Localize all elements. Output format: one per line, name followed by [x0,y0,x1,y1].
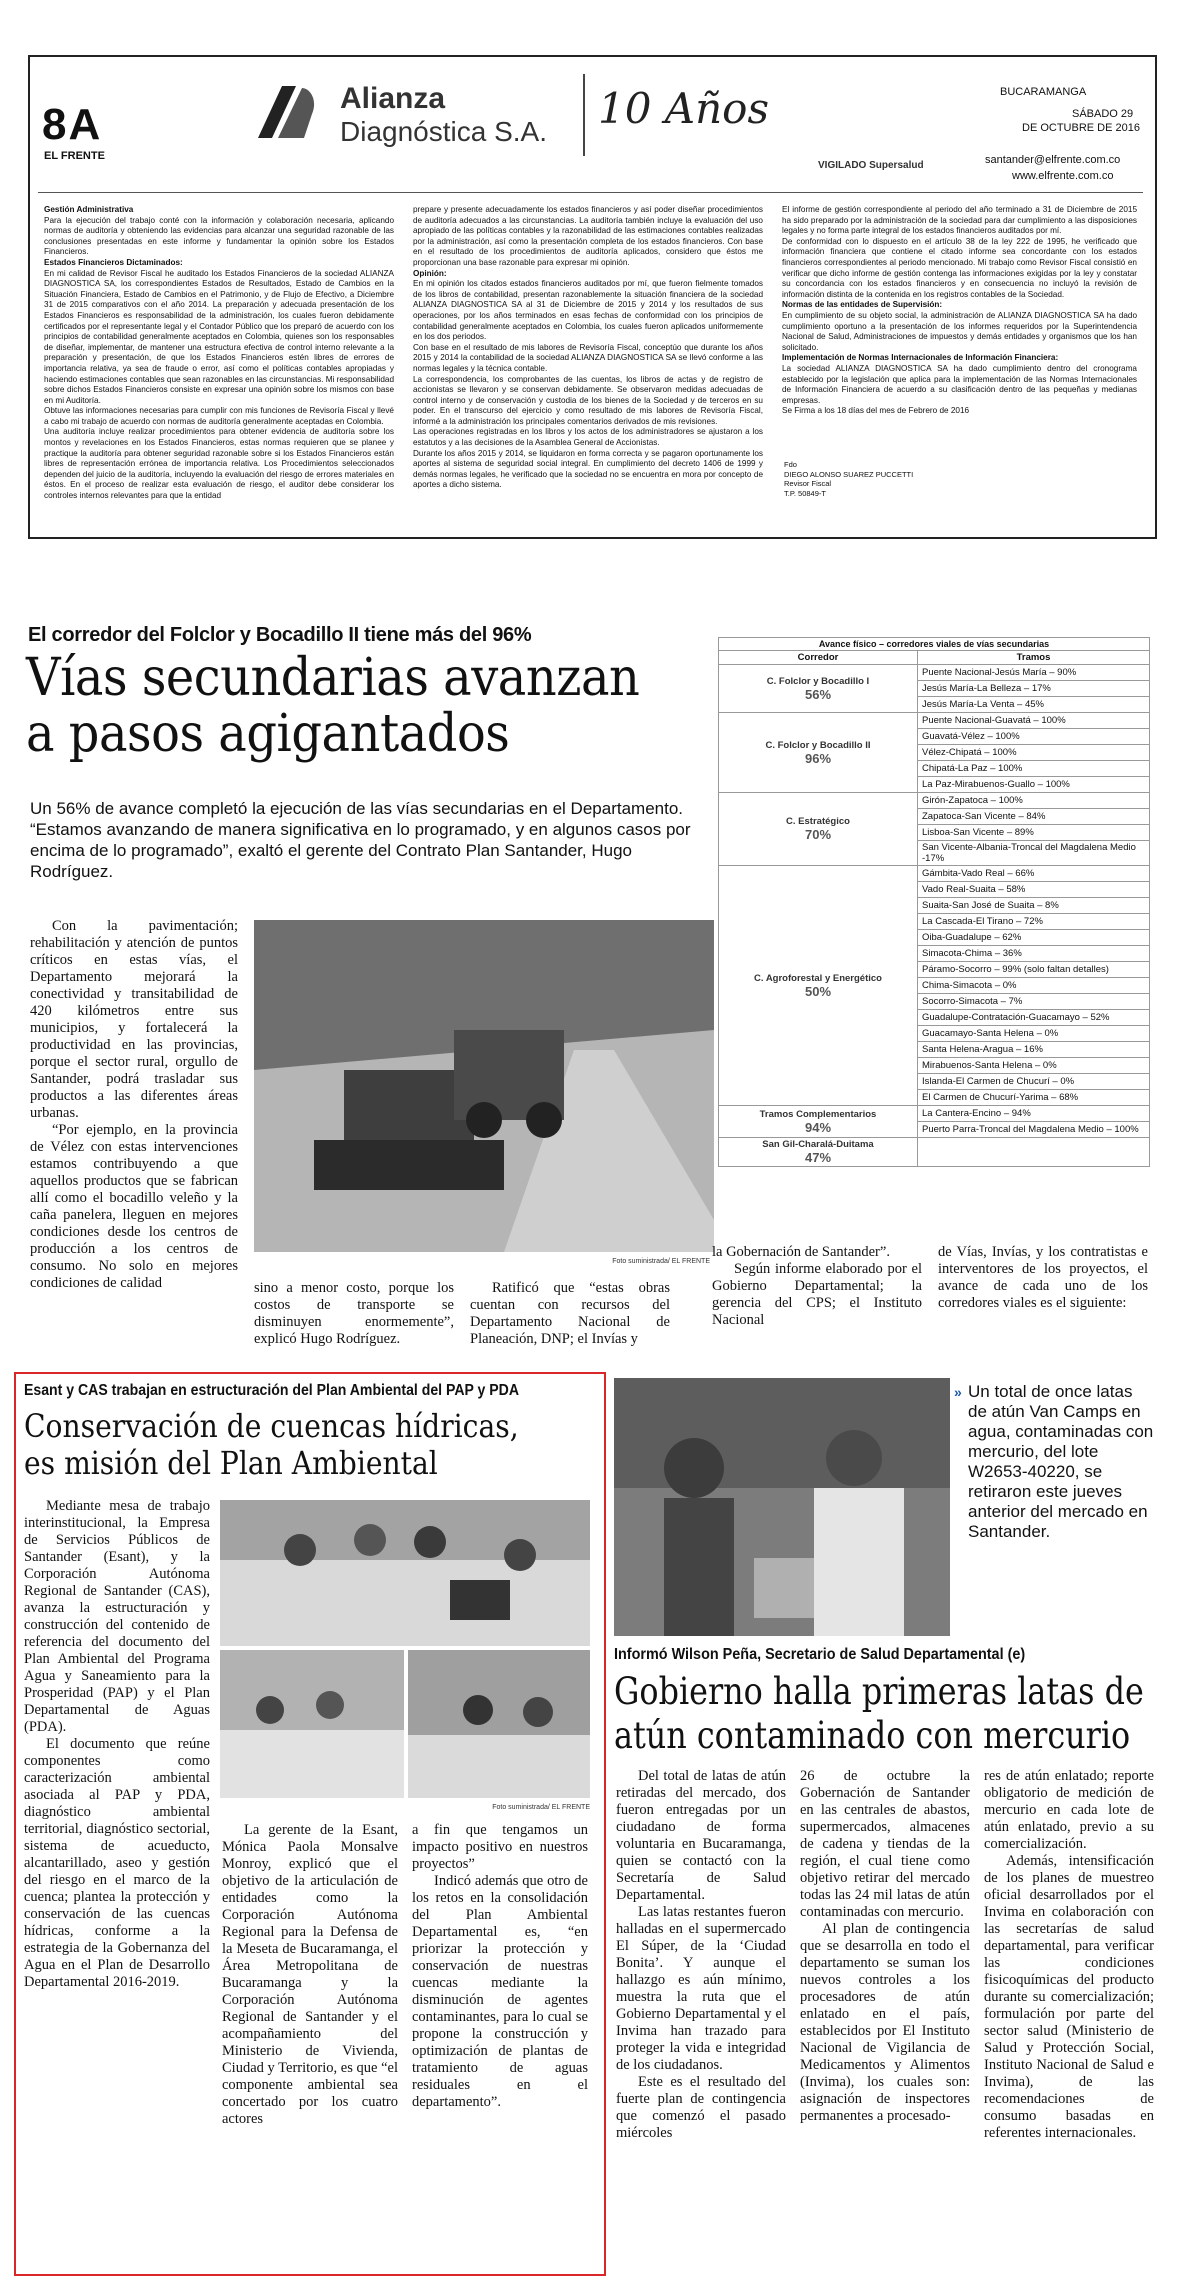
website: www.elfrente.com.co [1012,170,1114,182]
article-paragraph: “Por ejemplo, en la provincia de Vélez con estas intervenciones estamos contribuyendo a que aquellos productos que se fabrican allí como el bocadillo veleño y la caña panelera, lleguen en mejores condiciones desde los centros de producción a los centros de consumo. No solo en mejores condiciones de calidad [30,1122,238,1291]
table-row [719,1106,1150,1122]
signature-name: DIEGO ALONSO SUAREZ PUCCETTI [784,469,914,479]
article3-col3 [984,1768,1154,2142]
article2-col1 [24,1498,210,1991]
segment-cell: Páramo-Socorro – 99% (solo faltan detalles) [918,962,1150,978]
segment-cell: Simacota-Chima – 36% [918,946,1150,962]
article-paragraph: Este es el resultado del fuerte plan de contingencia que comenzó el pasado miércoles [616,2074,786,2141]
segment-cell: Guacamayo-Santa Helena – 0% [918,1026,1150,1042]
segment-cell: Islanda-El Carmen de Chucurí – 0% [918,1074,1150,1090]
headline-line: Conservación de cuencas hídricas, [24,1407,519,1445]
ad-paragraph: En cumplimiento de su objeto social, la administración de ALIANZA DIAGNOSTICA SA ha dado cumplimiento oportuno a la presentación de los informes requeridos por la Superintendencia Nacional de Salud, Administraciones de impuestos y demás entidades y organismos que los han solicitado. [782,310,1137,352]
ad-heading: Implementación de Normas Internacionales de Información Financiera: [782,353,1059,363]
corridor-cell [719,665,918,713]
date-line1: SÁBADO 29 [1072,108,1134,120]
ad-text-col1 [44,205,394,502]
headline-line: Gobierno halla primeras latas de [614,1670,1144,1713]
meeting-photo-right [408,1650,590,1798]
ad-heading: Normas de las entidades de Supervisión: [782,300,943,310]
ad-paragraph: En mi calidad de Revisor Fiscal he auditado los Estados Financieros de la sociedad ALIANZA DIAGNOSTICA SA, los correspondientes Estados de Resultados, Estado de Cambios en la Situación Financiera, Estado de Cambios en el Patrimonio, y de Flujo de Efectivo, a Diciembre 31 de 2015 comparativos con el año 2014. La preparación y adecuada presentación de los Estados Financieros es responsabilidad de la administración, los cuales fueron debidamente certificados por el representante legal y el Contador Público que los preparó de acuerdo con los principios de contabilidad generalmente aceptados en Colombia, quienes son los responsables de diseñar, implementar, de mantener una estructura efectiva de control interno relevante a la preparación y presentación, de que los Estados Financieros estén libres de errores de importancia relativa, ya sea de fraude o error, así como el políticas contables apropiadas y haciendo estimaciones contables que sean razonables en las circunstancias. Mi responsabilidad sobre dichos Estados Financieros consiste en expresar una opinión sobre los mismos con base en mi Auditoría. [44,268,394,405]
segment-cell: Chima-Simacota – 0% [918,978,1150,994]
ad-paragraph: prepare y presente adecuadamente los estados financieros y así poder diseñar procedimientos de auditoría adecuados a las circunstancias. La auditoría también incluye la evaluación del uso apropiado de las políticas contables y la razonabilidad de las estimaciones contables realizadas por la administración, así como la presentación completa de los estados financieros. Con base en el resultado de los procedimientos de auditoría aplicados, considero que éstos me proporcionan una base razonable para expresar mi opinión. [413,205,763,267]
segment-cell: La Cantera-Encino – 94% [918,1106,1150,1122]
email: santander@elfrente.com.co [985,154,1121,166]
ad-heading: Gestión Administrativa [44,205,134,214]
article-paragraph: Las latas restantes fueron halladas en el supermercado El Súper, de la ‘Ciudad Bonita’. Y aunque el hallazgo es aún mínimo, muestra la ruta que el Gobierno Departamental y el Invima han trazado para proteger la vida e integridad de los ciudadanos. [616,1904,786,2073]
corridor-cell [719,713,918,793]
meeting-photo-left [220,1650,404,1798]
segment-cell: San Vicente-Albania-Troncal del Magdalena Medio -17% [918,841,1150,866]
ad-divider [583,74,585,156]
ad-paragraph: De conformidad con lo dispuesto en el artículo 38 de la ley 222 de 1995, he verificado que información financiera que contiene el citado informe sea concordante con los estados financieros correspondientes al periodo mencionado. Mi trabajo como Revisor Fiscal consistió en verificar que dicho informe de gestión contenga las informaciones exigidas por la ley y constatar su concordancia con los estados financieros y en consecuencia no incluyó la revisión de información distinta de la contenida en los registros contables de la Sociedad. [782,236,1137,299]
signature-tp: T.P. 50849-T [784,488,826,498]
segment-cell: Jesús María-La Venta – 45% [918,697,1150,713]
meeting-photo-top [220,1500,590,1646]
table-row [719,793,1150,809]
signature-block [784,460,913,498]
ad-paragraph: Para la ejecución del trabajo conté con la información y colaboración necesaria, aplicando normas de auditoría y obteniendo las evidencias para alcanzar una seguridad razonable de las conclusiones presentadas en este informe y fundamentar la opinión sobre los Estados Financieros. [44,215,394,257]
table-header-tramos: Tramos [918,651,1150,665]
corridor-cell [719,1106,918,1138]
ad-paragraph: Las operaciones registradas en los libros y los actos de los administradores se ajustaron a los estatutos y a las decisiones de la Asamblea General de Accionistas. [413,427,763,448]
ad-brand-line1: Alianza [340,82,446,115]
table-row [719,866,1150,882]
table-row [719,1138,1150,1167]
article1-col4 [712,1244,922,1329]
segment-cell: Vado Real-Suaita – 58% [918,882,1150,898]
tuna-caption-icon: » [954,1384,962,1400]
segment-cell: Puente Nacional-Jesús María – 90% [918,665,1150,681]
signature-role: Revisor Fiscal [784,479,832,488]
ad-paragraph: En mi opinión los citados estados financieros auditados por mí, que fueron fielmente tomados de los libros de contabilidad, presentan razonablemente la situación financiera de la sociedad ALIANZA DIAGNOSTICA SA al 31 de Diciembre de 2015 y 2014 y los resultados de sus operaciones, por los años terminados en esas fechas de conformidad con los principios de contabilidad generalmente aceptados en Colombia, los cuales fueron aplicados uniformemente en los dos periodos. [413,279,763,342]
ad-paragraph: Una auditoría incluye realizar procedimientos para obtener evidencia de auditoría sobre los montos y revelaciones en los Estados Financieros, estas normas requieren que se planee y practique la auditoría para obtener seguridad razonable sobre si los Estados Financieros están libres de representación errónea de importancia relativa. Los Procedimientos seleccionados dependen del juicio de la auditoría, incluyendo la evaluación del riesgo de errores materiales en éstos. En el proceso de realizar esta evaluación de riesgo, el auditor debe considerar los controles internos relevantes para que la entidad [44,427,394,501]
anniversary-badge: 10 Años [598,84,770,133]
table-row [719,713,1150,729]
city: BUCARAMANGA [1000,86,1087,98]
segment-cell: Guadalupe-Contratación-Guacamayo – 52% [918,1010,1150,1026]
date-line2: DE OCTUBRE DE 2016 [1022,122,1140,134]
ad-paragraph: Durante los años 2015 y 2014, se liquidaron en forma correcta y se pagaron oportunamente los aportes al sistema de seguridad social integral. En cumplimiento del decreto 1406 de 1999 y demás normas legales, he verificado que la sociedad no se encuentra en mora por concepto de aportes a dicho sistema. [413,448,763,490]
ad-heading: Estados Financieros Dictaminados: [44,257,183,267]
segment-cell: Santa Helena-Aragua – 16% [918,1042,1150,1058]
article1-lead: Un 56% de avance completó la ejecución de las vías secundarias en el Departamento. “Estamos avanzando de manera significativa en lo programado, y en algunos casos por encima de lo programado”, exaltó el gerente del Contrato Plan Santander, Hugo Rodríguez. [30,799,691,881]
headline-line: es misión del Plan Ambiental [24,1444,438,1482]
corridor-name: C. Folclor y Bocadillo I [766,675,870,687]
segment-cell: Guavatá-Vélez – 100% [918,729,1150,745]
segment-cell: Socorro-Simacota – 7% [918,994,1150,1010]
section-name: EL FRENTE [44,150,105,162]
ad-paragraph: La sociedad ALIANZA DIAGNOSTICA SA ha dado cumplimiento dentro del cronograma establecido por la legislación que aplica para la implementación de las Normas Internacionales de Información Financiera de acuerdo a su clasificación dentro de las pequeñas y medianas empresas. [782,363,1137,405]
signature-line: Fdo [784,460,797,469]
segment-cell: El Carmen de Chucurí-Yarima – 68% [918,1090,1150,1106]
photo-credit: Foto suministrada/ EL FRENTE [492,1804,590,1811]
article-paragraph: res de atún enlatado; reporte obligatorio de medición de mercurio en cada lote de atún enlatado, previo a su comercialización. [984,1768,1154,1852]
headline-line: atún contaminado con mercurio [614,1714,1131,1757]
article-paragraph: 26 de octubre la Gobernación de Santander en las centrales de abastos, supermercados, almacenes de cadena y tiendas de la región, el cual tiene como objetivo retirar del mercado todas las 24 mil latas de atún contaminadas con mercurio. [800,1768,970,1920]
table-title: Avance físico – corredores viales de vías secundarias [719,638,1150,651]
article-paragraph: Además, intensificación de los planes de muestreo oficial desarrollados por el Invima en colaboración con las secretarías de salud departamental, para verificar las condiciones fisicoquímicas del producto durante su comercialización; formulación por parte del sector salud (Ministerio de Salud y Protección Social, Instituto Nacional de Salud e Invima), de las recomendaciones de consumo basadas en referentes internacionales. [984,1853,1154,2141]
page-number: 8A [42,100,103,149]
segment-cell: Chipatá-La Paz – 100% [918,761,1150,777]
ad-brand-line2: Diagnóstica S.A. [340,116,547,147]
article2-kicker: Esant y CAS trabajan en estructuración del Plan Ambiental del PAP y PDA [24,1382,520,1399]
article3-headline [614,1670,1144,1758]
ad-heading: Opinión: [413,268,447,278]
corridor-percent: 70% [804,827,832,842]
article1-headline [26,650,639,762]
segment-cell: Girón-Zapatoca – 100% [918,793,1150,809]
headline-line: a pasos agigantados [26,704,510,764]
article1-col1 [30,918,238,1292]
article1-col2: sino a menor costo, porque los costos de transporte se disminuyen enormemente”, explicó Hugo Rodríguez. [254,1280,454,1347]
article1-col5: de Vías, Invías, y los contratistas e interventores de los proyectos, el avance de cada uno de los corredores viales es el siguiente: [938,1244,1148,1311]
segment-cell [918,1138,1150,1167]
article1-kicker: El corredor del Folclor y Bocadillo II tiene más del 96% [28,624,532,646]
corridor-cell [719,1138,918,1167]
article-paragraph: Al plan de contingencia que se desarrolla en todo el departamento se suman los nuevos controles a los procesadores de atún enlatado en el país, establecidos por El Instituto Nacional de Vigilancia de Medicamentos y Alimentos (Invima), los cuales son: asignación de inspectores permanentes a procesado- [800,1921,970,2124]
corridor-name: C. Estratégico [786,816,850,827]
corridor-name: C. Agroforestal y Energético [754,972,882,984]
ad-paragraph: El informe de gestión correspondiente al periodo del año terminado a 31 de Diciembre de 2015 ha sido preparado por la administración de la sociedad para dar cumplimiento a las disposiciones legales y no forma parte integral de los estados financieros auditados por mí. [782,205,1137,236]
corridor-cell [719,793,918,866]
article2-col3 [412,1822,588,2111]
ad-paragraph: La correspondencia, los comprobantes de las cuentas, los libros de actas y de registro de accionistas se llevaron y se conservan debidamente. Se observaron medidas adecuadas de control interno y de conservación y custodia de los bienes de la Sociedad y de terceros en su poder. En el transcurso del ejercicio y como resultado de mis labores de Revisoría Fiscal, informé a la administración los principales comentarios derivados de mis revisiones. [413,374,763,426]
segment-cell: Mirabuenos-Santa Helena – 0% [918,1058,1150,1074]
article3-col2 [800,1768,970,2125]
segment-cell: Puerto Parra-Troncal del Magdalena Medio – 100% [918,1122,1150,1138]
segment-cell: Lisboa-San Vicente – 89% [918,825,1150,841]
tuna-inspection-photo [614,1378,950,1636]
photo-credit: Foto suministrada/ EL FRENTE [612,1258,710,1265]
corridor-name: San Gil-Charalá-Duitama [762,1139,874,1150]
segment-cell: La Paz-Mirabuenos-Guallo – 100% [918,777,1150,793]
segment-cell: Suaita-San José de Suaita – 8% [918,898,1150,914]
corridor-name: Tramos Complementarios [759,1108,877,1120]
segment-cell: Gámbita-Vado Real – 66% [918,866,1150,882]
ad-text-col3 [782,205,1137,417]
article1-col3: Ratificó que “estas obras cuentan con recursos del Departamento Nacional de Planeación, DNP; el Invías y [470,1280,670,1347]
corridor-name: C. Folclor y Bocadillo II [765,739,871,751]
ad-paragraph: Se Firma a los 18 días del mes de Febrero de 2016 [782,406,970,416]
corridor-percent: 47% [804,1150,832,1165]
ad-paragraph: Con base en el resultado de mis labores de Revisoría Fiscal, conceptúo que durante los años 2015 y 2014 la contabilidad de la sociedad ALIANZA DIAGNOSTICA SA se llevó conforme a las normas legales y la técnica contable. [413,342,763,373]
corridor-percent: 56% [804,686,832,702]
supersalud-mark: VIGILADO Supersalud [818,160,924,171]
progress-table [718,637,1150,1167]
article2-col2: La gerente de la Esant, Mónica Paola Monsalve Monroy, explicó que el objetivo de la articulación de entidades como la Corporación Autónoma Regional para la Defensa de la Meseta de Bucaramanga, el Área Metropolitana de Bucaramanga y la Corporación Autónoma Regional de Santander y el acompañamiento del Ministerio de Vivienda, Ciudad y Territorio, es que “el componente ambiental sea concertado por los cuatro actores [222,1822,398,2127]
article-paragraph: Del total de latas de atún retiradas del mercado, dos fueron entregadas por un ciudadano de forma voluntaria en Bucaramanga, quien se contactó con la Secretaría de Salud Departamental. [616,1768,786,1903]
article-paragraph: a fin que tengamos un impacto positivo en nuestros proyectos” [412,1822,588,1872]
article-paragraph: la Gobernación de Santander”. [712,1244,890,1260]
article2-headline [24,1408,519,1482]
segment-cell: La Cascada-El Tirano – 72% [918,914,1150,930]
article3-col1 [616,1768,786,2142]
article-paragraph: Según informe elaborado por el Gobierno Departamental; la gerencia del CPS; el Instituto Nacional [712,1261,922,1328]
segment-cell: Jesús María-La Belleza – 17% [918,681,1150,697]
segment-cell: Zapatoca-San Vicente – 84% [918,809,1150,825]
road-paving-photo [254,920,714,1252]
ad-paragraph: Obtuve las informaciones necesarias para cumplir con mis funciones de Revisoría Fiscal y llevé a cabo mi trabajo de acuerdo con normas de auditoría generalmente aceptadas en Colombia. [44,406,394,426]
article-paragraph: Con la pavimentación; rehabilitación y atención de puntos críticos en estas vías, el Departamento mejorará la conectividad y transitabilidad de 420 kilómetros entre sus municipios, y fortalecerá la productividad en las provincias, porque el sector rural, orgullo de Santander, podrá trasladar sus productos a las diferentes áreas urbanas. [30,918,238,1121]
segment-cell: Vélez-Chipatá – 100% [918,745,1150,761]
alianza-logo-icon [252,76,326,150]
corridor-percent: 94% [804,1119,832,1135]
table-header-corredor: Corredor [719,651,918,665]
ad-text-col2 [413,205,763,491]
headline-line: Vías secundarias avanzan [26,648,640,708]
segment-cell: Puente Nacional-Guavatá – 100% [918,713,1150,729]
article-paragraph: Mediante mesa de trabajo interinstitucional, la Empresa de Servicios Públicos de Santander (Esant), y la Corporación Autónoma Regional de Santander (CAS), avanza la estructuración y construcción del contenido de referencia del documento del Plan Ambiental del Programa Agua y Saneamiento para la Prosperidad (PAP) y el Plan Departamental de Aguas (PDA). [24,1498,210,1735]
corridor-percent: 96% [804,750,832,766]
article3-kicker: Informó Wilson Peña, Secretario de Salud Departamental (e) [614,1646,1026,1663]
header-rule [38,192,1143,193]
article-paragraph: Indicó además que otro de los retos en la consolidación del Plan Ambiental Departamental es, “en priorizar la protección y conservación de nuestras cuencas mediante la disminución de agentes contaminantes, para lo cual se propone la construcción y optimización de plantas de tratamiento de aguas residuales en el departamento”. [412,1873,588,2110]
tuna-caption: Un total de once latas de atún Van Camps en agua, contaminadas con mercurio, del lote W2653-40220, se retiraron este jueves anterior del mercado en Santander. [968,1382,1154,1541]
table-row [719,665,1150,681]
corridor-cell [719,866,918,1106]
article-paragraph: El documento que reúne componentes como caracterización ambiental asociada al PAP y PDA, diagnóstico ambiental territorial, diagnóstico sectorial, sistema de acueducto, alcantarillado, aseo y gestión del riesgo en el marco de la cuenca; plantea la protección y conservación de las cuencas hídricas, conforme a la estrategia de la Gobernanza del Agua en el Plan de Desarrollo Departamental 2016-2019. [24,1736,210,1990]
segment-cell: Oiba-Guadalupe – 62% [918,930,1150,946]
corridor-percent: 50% [804,983,832,999]
